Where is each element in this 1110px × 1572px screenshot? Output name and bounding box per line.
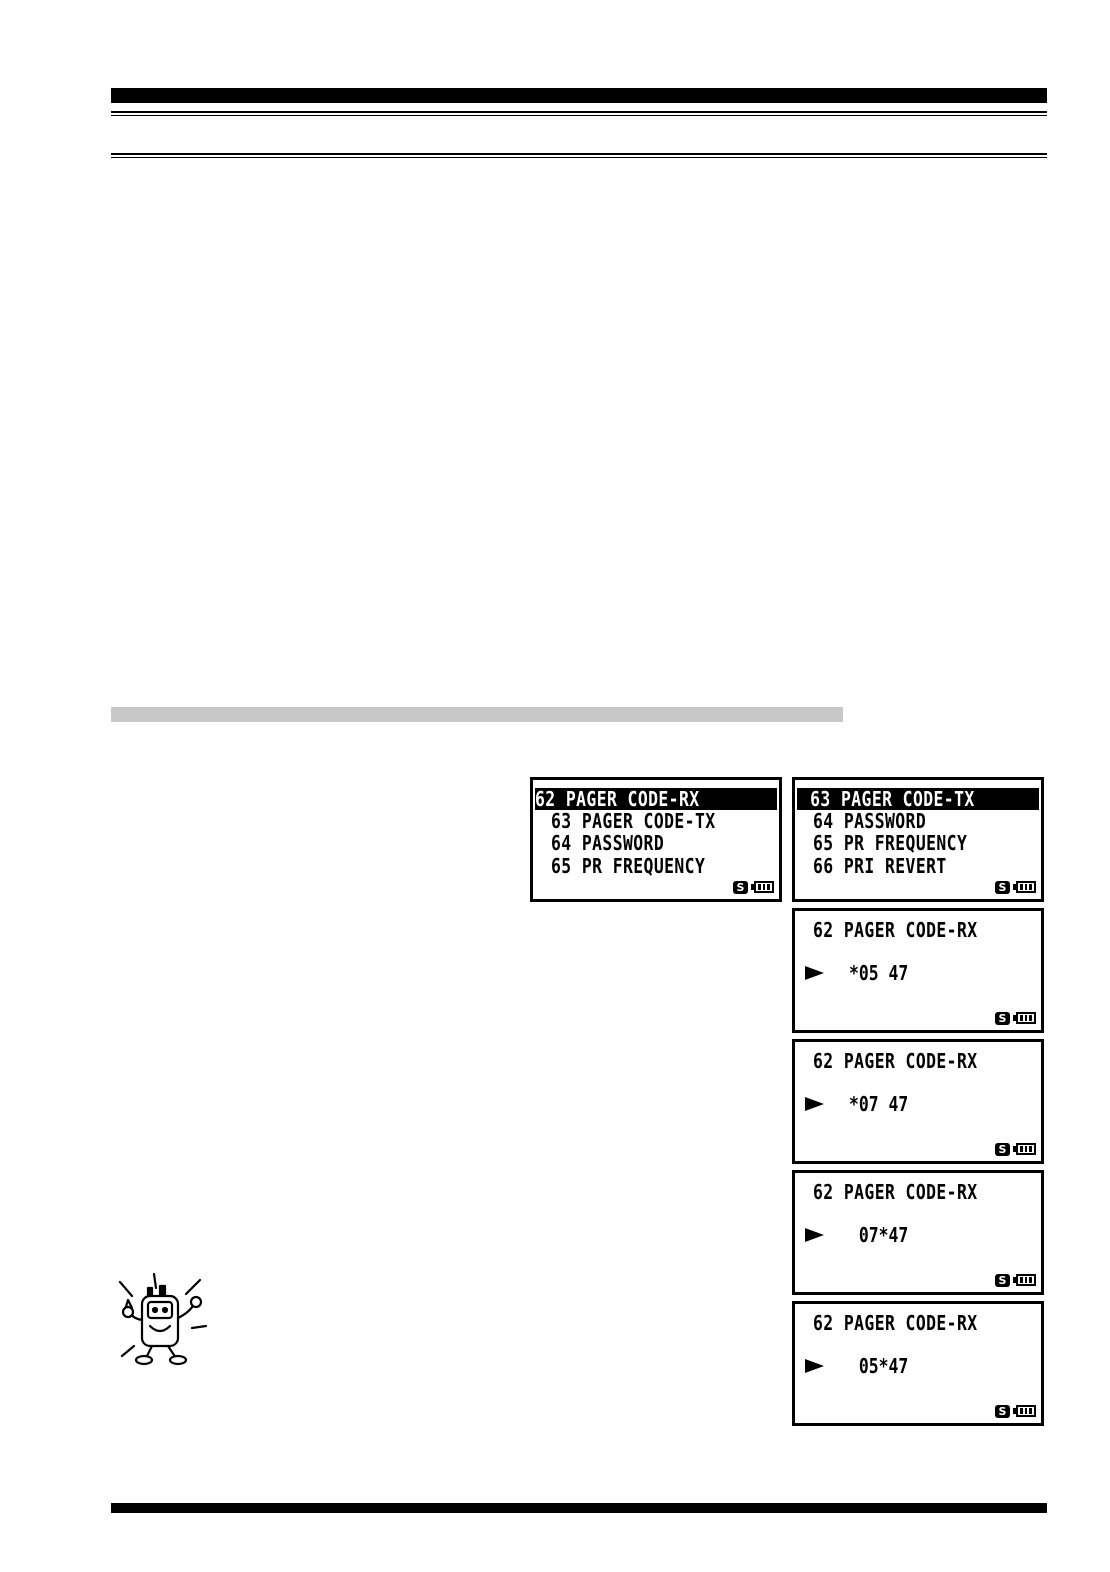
lcd-code-value: 07*47 (849, 1223, 909, 1247)
lcd-screen-value-1 (792, 908, 1044, 1033)
header-rule-double (111, 111, 1047, 116)
lcd-menu-row: 65 PR FREQUENCY (813, 831, 968, 855)
lcd-menu-row: 65 PR FREQUENCY (551, 854, 706, 878)
battery-icon (1013, 1274, 1036, 1286)
lcd-status-icons (995, 1404, 1036, 1418)
triangle-cursor-icon (805, 1097, 824, 1111)
lcd-status-icons (995, 1142, 1036, 1156)
triangle-cursor-icon (805, 1359, 824, 1373)
lcd-menu-row: 64 PASSWORD (813, 809, 927, 833)
lcd-title: 62 PAGER CODE-RX (813, 918, 978, 942)
battery-icon (1013, 881, 1036, 893)
lcd-title: 62 PAGER CODE-RX (813, 1180, 978, 1204)
lcd-screen-value-3 (792, 1170, 1044, 1295)
lcd-menu-row: 66 PRI REVERT (813, 854, 947, 878)
lcd-menu-row: 63 PAGER CODE-TX (551, 809, 716, 833)
lcd-screen-menu-1 (530, 777, 782, 902)
battery-icon (1013, 1012, 1036, 1024)
radio-mascot-icon (112, 1270, 212, 1370)
lcd-screen-value-4 (792, 1301, 1044, 1426)
lcd-code-value: *05 47 (849, 961, 909, 985)
lcd-menu-row-selected: 63 PAGER CODE-TX (797, 788, 1039, 810)
header-rule-lower (111, 153, 1047, 158)
triangle-cursor-icon (805, 1228, 824, 1242)
lcd-title: 62 PAGER CODE-RX (813, 1049, 978, 1073)
footer-rule-thick (111, 1503, 1047, 1513)
s-indicator-icon: S (995, 1012, 1010, 1025)
lcd-status-icons (733, 880, 774, 894)
lcd-screen-value-2 (792, 1039, 1044, 1164)
s-indicator-icon: S (995, 1143, 1010, 1156)
lcd-code-value: *07 47 (849, 1092, 909, 1116)
lcd-status-icons (995, 1273, 1036, 1287)
lcd-screen-menu-2 (792, 777, 1044, 902)
battery-icon (751, 881, 774, 893)
battery-icon (1013, 1405, 1036, 1417)
header-rule-thick (111, 88, 1047, 103)
battery-icon (1013, 1143, 1036, 1155)
lcd-code-value: 05*47 (849, 1354, 909, 1378)
lcd-status-icons (995, 880, 1036, 894)
lcd-menu-row: 64 PASSWORD (551, 831, 665, 855)
s-indicator-icon: S (995, 881, 1010, 894)
s-indicator-icon: S (733, 881, 748, 894)
lcd-status-icons (995, 1011, 1036, 1025)
section-divider-bar (111, 707, 843, 722)
lcd-menu-row-selected: 62 PAGER CODE-RX (535, 788, 777, 810)
s-indicator-icon: S (995, 1405, 1010, 1418)
lcd-title: 62 PAGER CODE-RX (813, 1311, 978, 1335)
s-indicator-icon: S (995, 1274, 1010, 1287)
triangle-cursor-icon (805, 966, 824, 980)
